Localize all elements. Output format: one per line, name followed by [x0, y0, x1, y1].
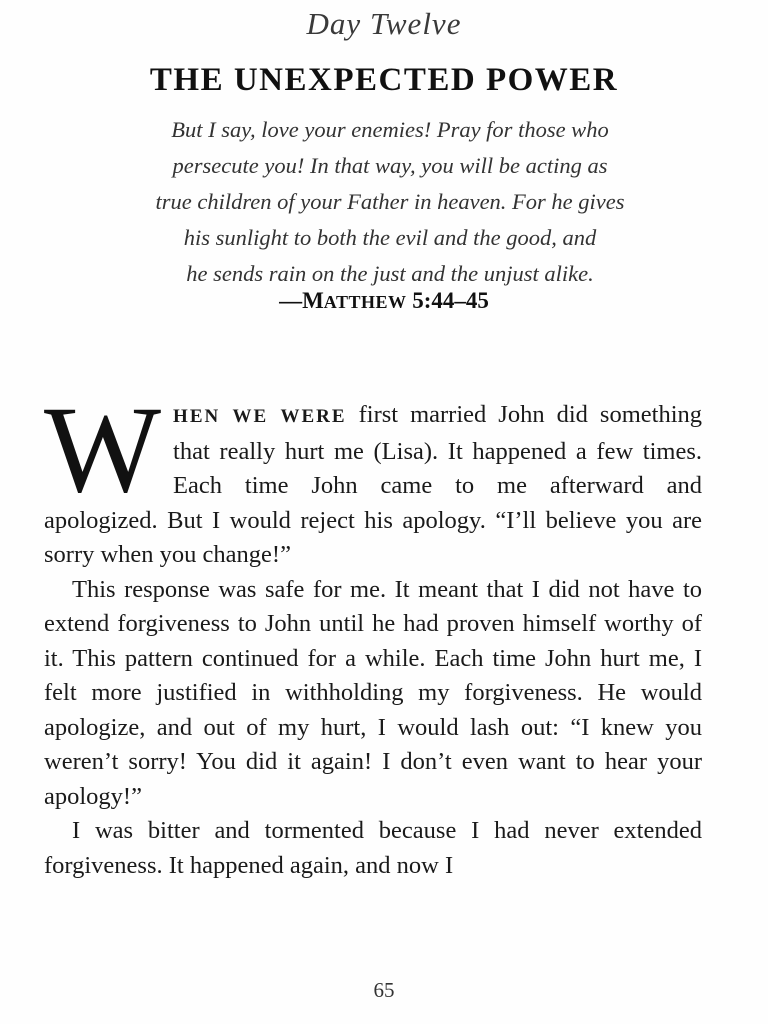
paragraph-1 — [44, 381, 702, 573]
paragraph-3: I was bitter and tormented because I had never extended forgiveness. It happened again, and now I — [44, 817, 702, 879]
citation-initial: M — [302, 288, 324, 313]
epigraph-line: he sends rain on the just and the unjust alike. — [186, 261, 594, 286]
body-text — [44, 381, 702, 883]
drop-cap: W — [44, 381, 162, 518]
epigraph-line: true children of your Father in heaven. For he gives — [155, 189, 625, 214]
chapter-title: THE UNEXPECTED POWER — [149, 62, 619, 98]
lead-in-small-caps: HEN WE WERE — [173, 406, 347, 427]
epigraph-line: But I say, love your enemies! Pray for those who — [171, 117, 609, 142]
citation-dash: — — [279, 288, 303, 313]
paragraph-1-text: first married John did something that really hurt me (Lisa). It happened a few times. Each time John came to me afterward and apologized. But I would reject his apology. “I’ll believe you are sorry when you change!” — [44, 401, 702, 568]
page-number: 65 — [373, 978, 395, 1002]
epigraph-line: persecute you! In that way, you will be acting as — [172, 153, 608, 178]
citation-reference: 5:44–45 — [406, 288, 489, 313]
epigraph-quote — [70, 112, 710, 292]
epigraph-line: his sunlight to both the evil and the good, and — [183, 225, 597, 250]
paragraph-2: This response was safe for me. It meant that I did not have to extend forgiveness to John until he had proven himself worthy of it. This pattern continued for a while. Each time John hurt me, I felt more justified in withholding my forgiveness. He would apologize, and out of my hurt, I would lash out: “I knew you weren’t sorry! You did it again! I don’t even want to hear your apology!” — [44, 575, 702, 810]
scripture-citation — [0, 288, 768, 314]
day-label: Day Twelve — [306, 6, 462, 41]
citation-book: ATTHEW — [323, 292, 407, 312]
